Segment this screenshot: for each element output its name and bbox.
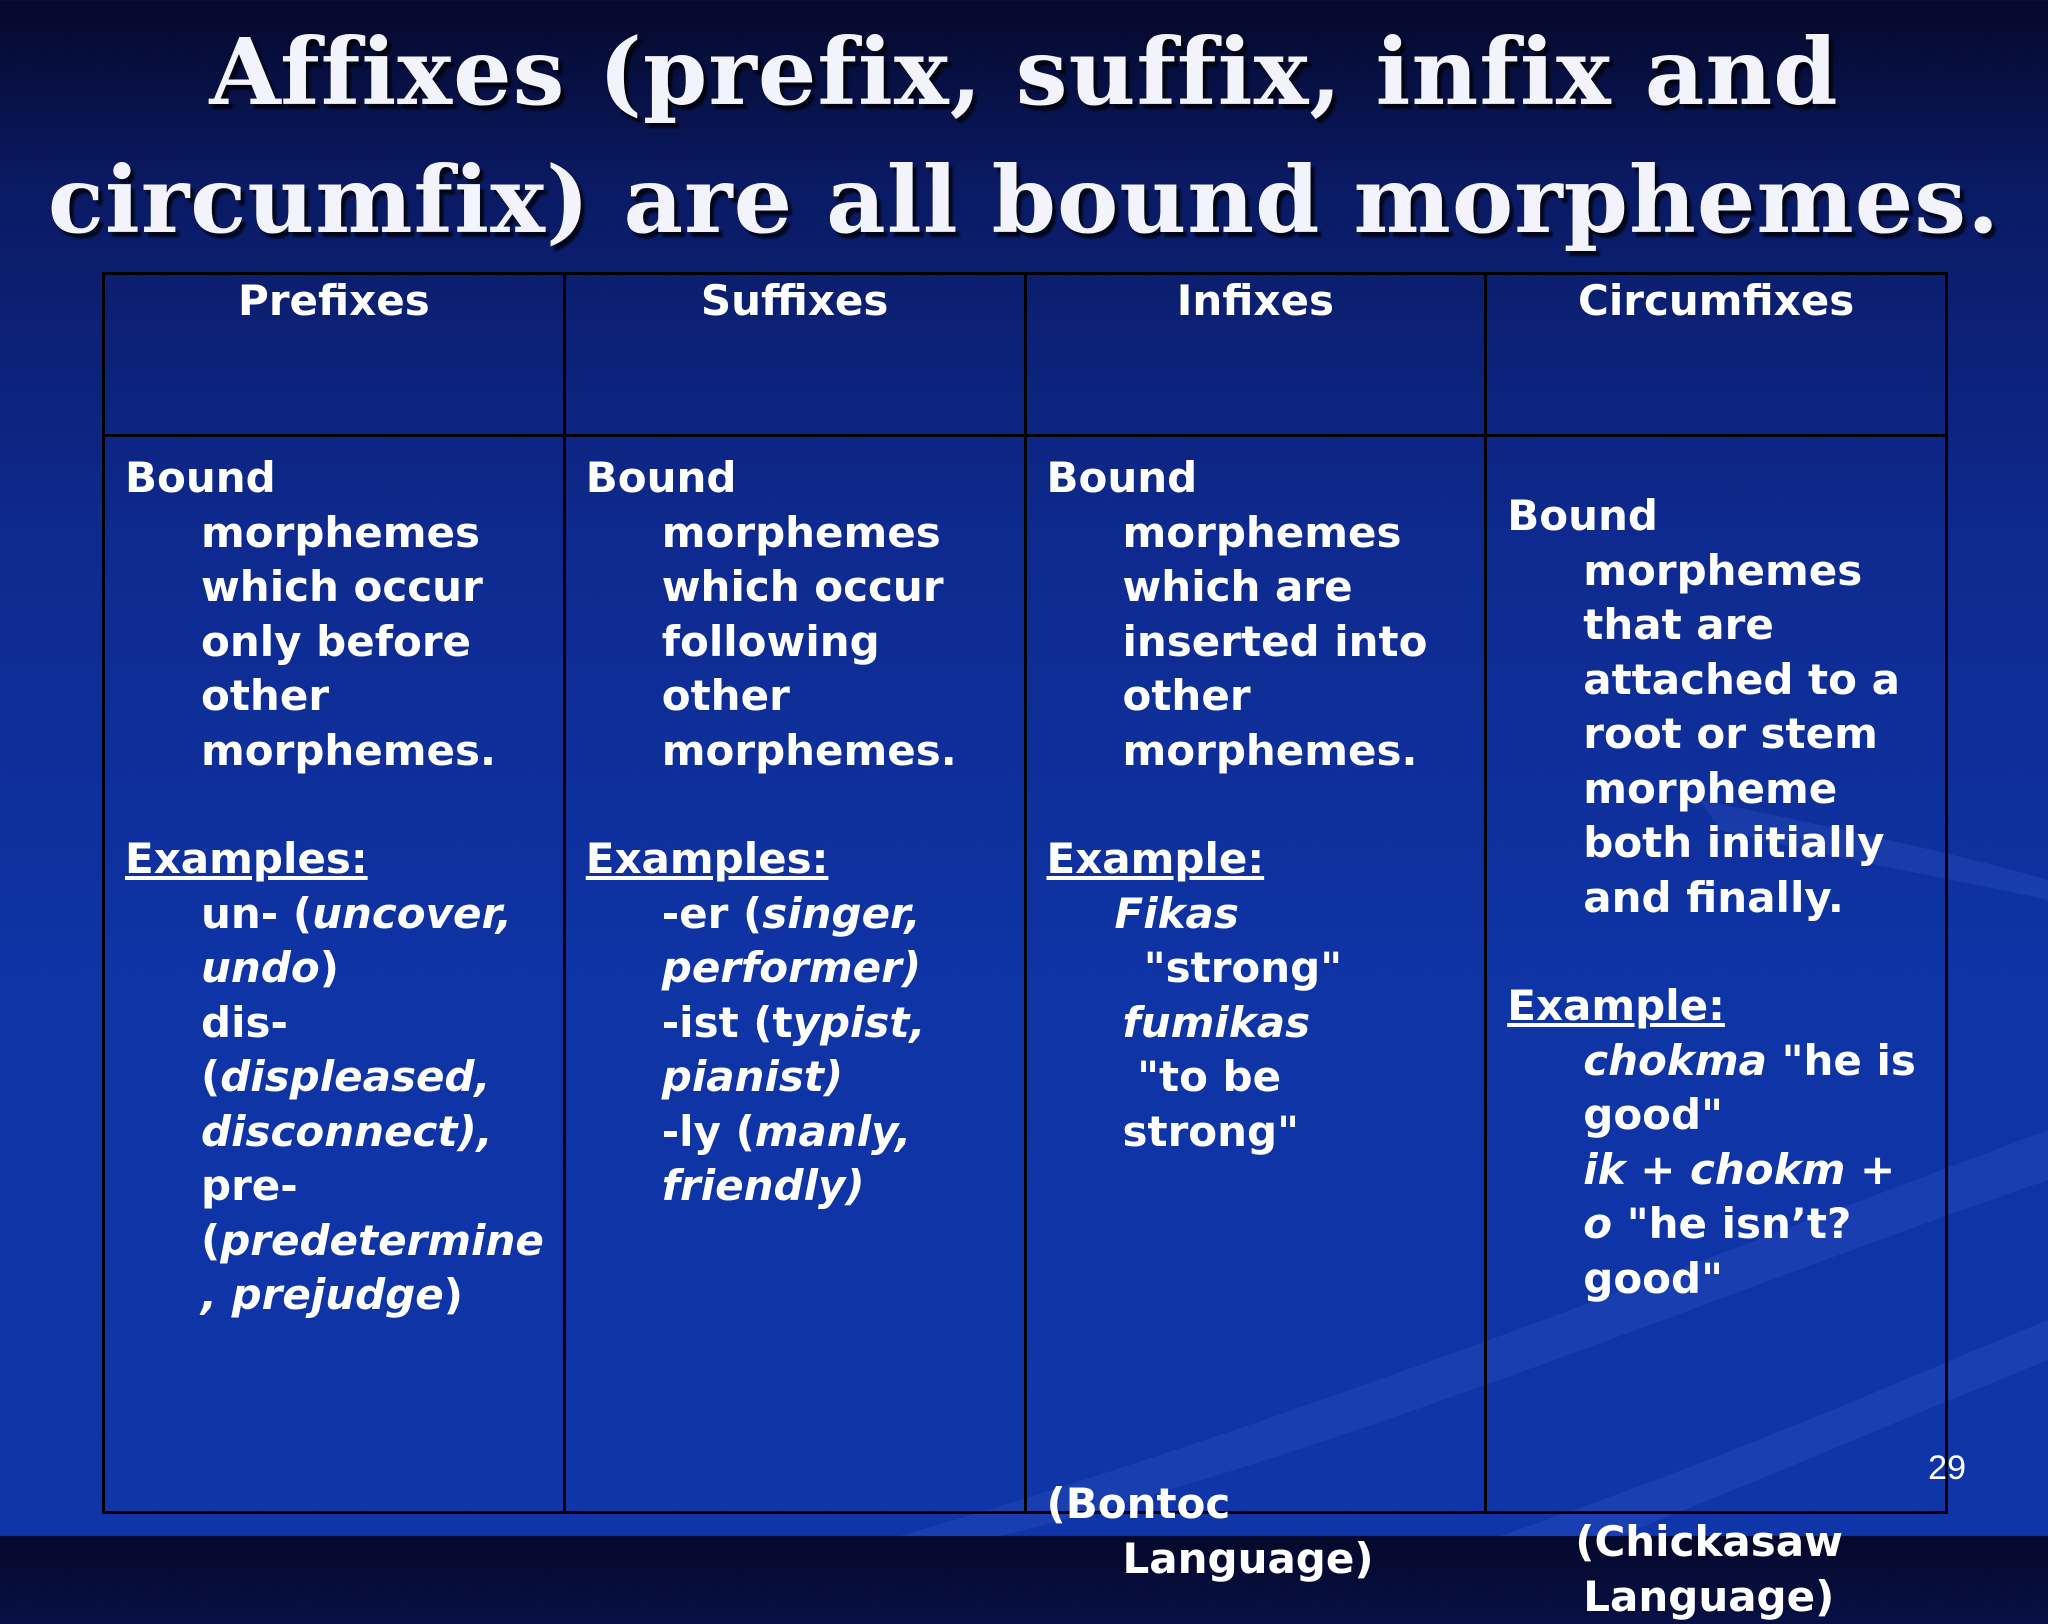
prefixes-example-line: (displeased, <box>201 1052 491 1101</box>
prefixes-def-lead: Bound <box>125 453 276 502</box>
prefixes-examples-label: Examples: <box>125 834 368 883</box>
suffixes-cell <box>564 436 1025 1513</box>
title-line-1: Affixes (prefix, suffix, infix and <box>209 18 1839 126</box>
suffixes-example-line: performer) <box>661 943 922 992</box>
infixes-example-line: strong" <box>1122 1106 1299 1156</box>
suffixes-def-line: morphemes <box>661 507 941 557</box>
slide-title <box>0 8 2048 264</box>
infixes-def-line: morphemes. <box>1122 725 1418 775</box>
circumfixes-example-label: Example: <box>1507 981 1725 1030</box>
circumfixes-def-lead: Bound <box>1507 491 1658 540</box>
suffixes-def-line: following <box>661 616 880 666</box>
infixes-example-line: Fikas "strong" <box>1114 888 1343 992</box>
suffixes-example-line: -er (singer, <box>661 888 921 938</box>
circumfixes-example-line: good" <box>1583 1090 1723 1139</box>
prefixes-example-line: un- (uncover, <box>201 888 512 938</box>
prefixes-example-line: , prejudge) <box>201 1270 463 1319</box>
infixes-def-line: morphemes <box>1122 507 1402 557</box>
table-body-row <box>104 436 1947 1513</box>
circumfixes-def-line: that are <box>1583 600 1774 649</box>
infixes-def-line: which are <box>1122 562 1353 611</box>
table-header-row <box>104 274 1947 436</box>
circumfixes-def-line: and finally. <box>1583 872 1844 922</box>
title-line-2: circumfix) are all bound morphemes. <box>47 146 2001 254</box>
prefixes-def-line: other <box>201 671 330 720</box>
header-suffixes: Suffixes <box>564 274 1025 436</box>
circumfixes-example-line: o "he isn’t? <box>1583 1199 1852 1248</box>
prefixes-def-line: which occur <box>201 562 483 611</box>
suffixes-def-line: morphemes. <box>661 725 957 775</box>
circumfixes-def-line: attached to a <box>1583 654 1900 704</box>
suffixes-example-line: -ly (manly, <box>661 1106 912 1156</box>
infixes-cell <box>1025 436 1486 1583</box>
prefixes-example-line: pre- <box>201 1161 298 1210</box>
infixes-def-line: other <box>1122 671 1251 720</box>
prefixes-example-line: undo) <box>201 943 339 992</box>
circumfixes-example-line: good" <box>1583 1253 1723 1303</box>
header-infixes: Infixes <box>1025 274 1486 436</box>
prefixes-cell <box>104 436 565 1513</box>
infixes-language-note: (Bontoc Language) <box>1046 1479 1374 1583</box>
suffixes-example-line: friendly) <box>661 1161 865 1210</box>
circumfixes-example-line: chokma "he is <box>1583 1035 1916 1085</box>
prefixes-def-line: only before <box>201 616 472 666</box>
circumfixes-def-line: both initially <box>1583 818 1885 867</box>
circumfixes-def-line: root or stem <box>1583 709 1878 758</box>
infixes-def-line: inserted into <box>1122 616 1428 666</box>
infixes-example-line: fumikas "to be <box>1122 997 1311 1101</box>
circumfixes-language-note: (Chickasaw Language) <box>1575 1517 1843 1621</box>
prefixes-def-line: morphemes. <box>201 725 496 775</box>
suffixes-def-lead: Bound <box>585 453 737 502</box>
circumfixes-def-line: morphemes <box>1583 545 1863 595</box>
affix-table <box>102 272 1948 1621</box>
suffixes-example-line: -ist (typist, <box>661 997 926 1047</box>
suffixes-example-line: pianist) <box>661 1052 844 1101</box>
page-number: 29 <box>1928 1449 1966 1487</box>
prefixes-example-line: disconnect), <box>201 1106 493 1156</box>
prefixes-example-line: dis- <box>201 997 288 1047</box>
header-prefixes: Prefixes <box>104 274 565 436</box>
suffixes-def-line: other <box>661 671 790 720</box>
suffixes-def-line: which occur <box>661 562 944 611</box>
prefixes-example-line: (predetermine <box>201 1215 544 1265</box>
circumfixes-example-line: ik + chokm + <box>1583 1144 1896 1194</box>
circumfixes-cell <box>1486 436 1947 1621</box>
prefixes-def-line: morphemes <box>201 507 481 557</box>
infixes-example-label: Example: <box>1046 834 1265 883</box>
header-circumfixes: Circumfixes <box>1486 274 1947 436</box>
circumfixes-def-line: morpheme <box>1583 763 1838 813</box>
suffixes-examples-label: Examples: <box>585 834 829 883</box>
infixes-def-lead: Bound <box>1046 453 1198 502</box>
